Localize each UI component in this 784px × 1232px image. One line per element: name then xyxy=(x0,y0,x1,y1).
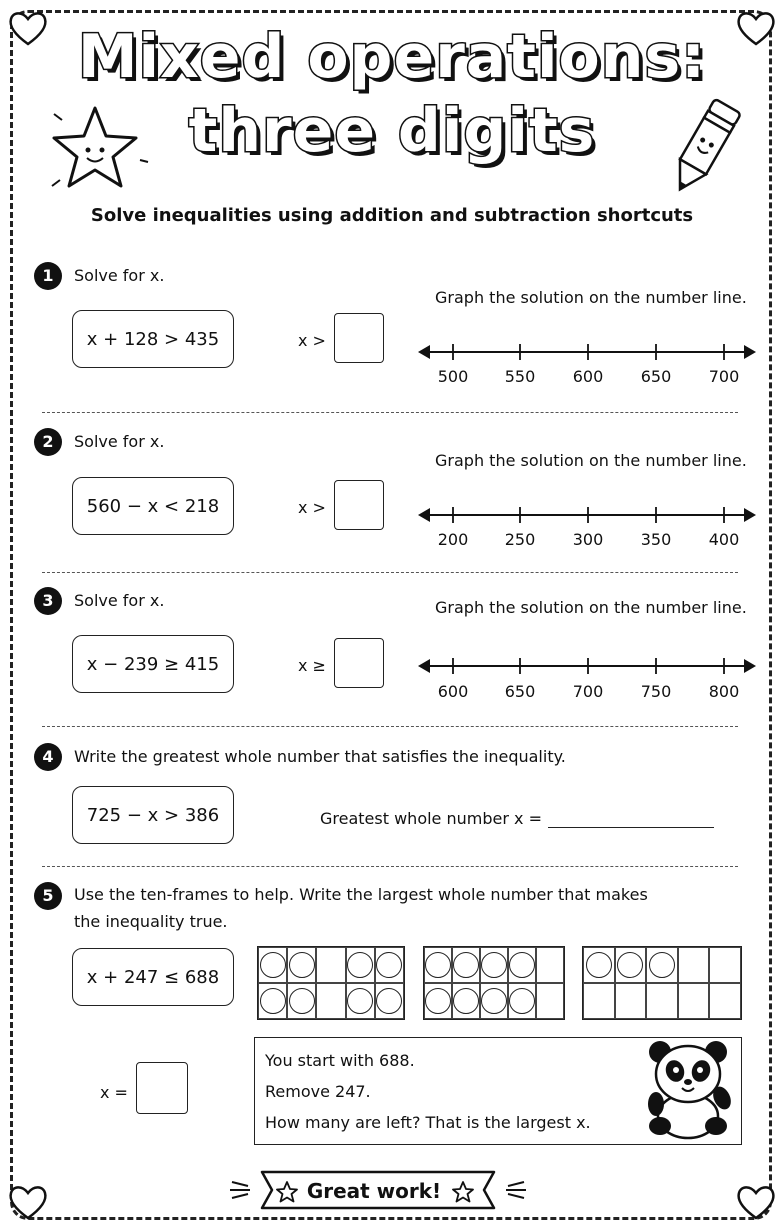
problem-number: 2 xyxy=(34,428,62,456)
ten-frame-cell xyxy=(583,983,615,1019)
counter-circle xyxy=(347,952,373,978)
tick-label: 500 xyxy=(437,367,469,386)
ten-frame-cell xyxy=(424,983,452,1019)
counter-circle xyxy=(586,952,612,978)
tick-label: 550 xyxy=(504,367,536,386)
counter-circle xyxy=(509,988,535,1014)
hint-line: Remove 247. xyxy=(265,1082,371,1101)
section-divider xyxy=(42,866,738,867)
sparkle-icon xyxy=(228,1178,254,1202)
ten-frame-cell xyxy=(258,983,287,1019)
counter-circle xyxy=(617,952,643,978)
ten-frame xyxy=(582,946,742,1020)
inequality-text: 560 − x < 218 xyxy=(86,495,220,517)
ten-frame-cell xyxy=(709,947,741,983)
problem-prompt: Solve for x. xyxy=(74,591,165,610)
ten-frame-cell xyxy=(316,983,345,1019)
tick-label: 650 xyxy=(640,367,672,386)
counter-circle xyxy=(453,988,479,1014)
ten-frame-cell xyxy=(508,983,536,1019)
ten-frame-cell xyxy=(375,947,404,983)
problem-prompt: Solve for x. xyxy=(74,432,165,451)
counter-circle xyxy=(347,988,373,1014)
counter-circle xyxy=(376,988,402,1014)
problem-prompt: Write the greatest whole number that satisfies the inequality. xyxy=(74,747,566,766)
counter-circle xyxy=(509,952,535,978)
counter-circle xyxy=(260,952,286,978)
number-line[interactable] xyxy=(416,503,758,529)
ten-frame-cell xyxy=(678,983,710,1019)
ten-frame xyxy=(257,946,405,1020)
graph-prompt: Graph the solution on the number line. xyxy=(435,598,747,617)
ten-frame-cell xyxy=(536,947,564,983)
ten-frame-cell xyxy=(508,947,536,983)
star-outline-icon xyxy=(452,1181,474,1203)
pencil-mascot-icon xyxy=(660,92,750,200)
inequality-text: 725 − x > 386 xyxy=(86,804,220,826)
tick-label: 200 xyxy=(437,530,469,549)
problem-prompt: the inequality true. xyxy=(74,912,228,931)
counter-circle xyxy=(260,988,286,1014)
tick-label: 300 xyxy=(572,530,604,549)
answer-label: Greatest whole number x = xyxy=(320,809,542,828)
ten-frame-cell xyxy=(287,947,316,983)
heart-icon xyxy=(6,1182,50,1222)
star-outline-icon xyxy=(276,1181,298,1203)
tick-label: 600 xyxy=(572,367,604,386)
problem-prompt: Solve for x. xyxy=(74,266,165,285)
counter-circle xyxy=(376,952,402,978)
worksheet-subtitle: Solve inequalities using addition and subtraction shortcuts xyxy=(90,205,694,226)
inequality-text: x + 247 ≤ 688 xyxy=(86,966,220,988)
counter-circle xyxy=(481,952,507,978)
counter-circle xyxy=(289,988,315,1014)
answer-box[interactable] xyxy=(136,1062,188,1114)
inequality-text: x − 239 ≥ 415 xyxy=(86,653,220,675)
ten-frame-cell xyxy=(480,983,508,1019)
ten-frame-cell xyxy=(646,983,678,1019)
answer-label: x > xyxy=(298,498,326,517)
ten-frame-cell xyxy=(480,947,508,983)
footer-text: Great work! xyxy=(306,1179,442,1203)
ten-frame-cell xyxy=(258,947,287,983)
tick-label: 700 xyxy=(708,367,740,386)
ten-frame-cell xyxy=(709,983,741,1019)
tick-label: 250 xyxy=(504,530,536,549)
problem-number: 3 xyxy=(34,587,62,615)
counter-circle xyxy=(649,952,675,978)
inequality-box xyxy=(72,477,234,535)
answer-label: x > xyxy=(298,331,326,350)
tick-label: 800 xyxy=(708,682,740,701)
heart-icon xyxy=(734,1182,778,1222)
ten-frame-cell xyxy=(678,947,710,983)
inequality-text: x + 128 > 435 xyxy=(86,328,220,350)
ten-frame-cell xyxy=(316,947,345,983)
problem-number: 4 xyxy=(34,743,62,771)
panda-icon xyxy=(640,1036,736,1140)
ten-frame-cell xyxy=(424,947,452,983)
hint-line: You start with 688. xyxy=(265,1051,415,1070)
ten-frame-cell xyxy=(452,947,480,983)
counter-circle xyxy=(425,988,451,1014)
graph-prompt: Graph the solution on the number line. xyxy=(435,288,747,307)
problem-prompt: Use the ten-frames to help. Write the largest whole number that makes xyxy=(74,885,648,904)
worksheet-title-line2: three digits xyxy=(188,96,596,166)
tick-label: 700 xyxy=(572,682,604,701)
answer-label: x = xyxy=(100,1083,128,1102)
ten-frame-cell xyxy=(615,983,647,1019)
answer-box[interactable] xyxy=(334,313,384,363)
tick-label: 600 xyxy=(437,682,469,701)
ten-frame-cell xyxy=(583,947,615,983)
section-divider xyxy=(42,572,738,573)
inequality-box xyxy=(72,948,234,1006)
hint-line: How many are left? That is the largest x. xyxy=(265,1113,591,1132)
ten-frame-cell xyxy=(452,983,480,1019)
section-divider xyxy=(42,726,738,727)
star-mascot-icon xyxy=(40,100,150,195)
ten-frame xyxy=(423,946,565,1020)
ten-frame-cell xyxy=(536,983,564,1019)
counter-circle xyxy=(481,988,507,1014)
inequality-box xyxy=(72,310,234,368)
tick-label: 650 xyxy=(504,682,536,701)
number-line[interactable] xyxy=(416,340,758,366)
counter-circle xyxy=(425,952,451,978)
answer-box[interactable] xyxy=(334,480,384,530)
ten-frame-cell xyxy=(287,983,316,1019)
inequality-box xyxy=(72,635,234,693)
ten-frame-cell xyxy=(375,983,404,1019)
problem-number: 1 xyxy=(34,262,62,290)
tick-label: 400 xyxy=(708,530,740,549)
answer-label: x ≥ xyxy=(298,656,326,675)
answer-blank[interactable] xyxy=(548,827,714,828)
sparkle-icon xyxy=(502,1178,528,1202)
graph-prompt: Graph the solution on the number line. xyxy=(435,451,747,470)
counter-circle xyxy=(289,952,315,978)
ten-frame-cell xyxy=(346,947,375,983)
answer-box[interactable] xyxy=(334,638,384,688)
tick-label: 750 xyxy=(640,682,672,701)
counter-circle xyxy=(453,952,479,978)
tick-label: 350 xyxy=(640,530,672,549)
section-divider xyxy=(42,412,738,413)
ten-frame-cell xyxy=(646,947,678,983)
number-line[interactable] xyxy=(416,654,758,680)
inequality-box xyxy=(72,786,234,844)
worksheet-title-line1: Mixed operations: xyxy=(77,22,707,92)
problem-number: 5 xyxy=(34,882,62,910)
ten-frame-cell xyxy=(346,983,375,1019)
ten-frame-cell xyxy=(615,947,647,983)
